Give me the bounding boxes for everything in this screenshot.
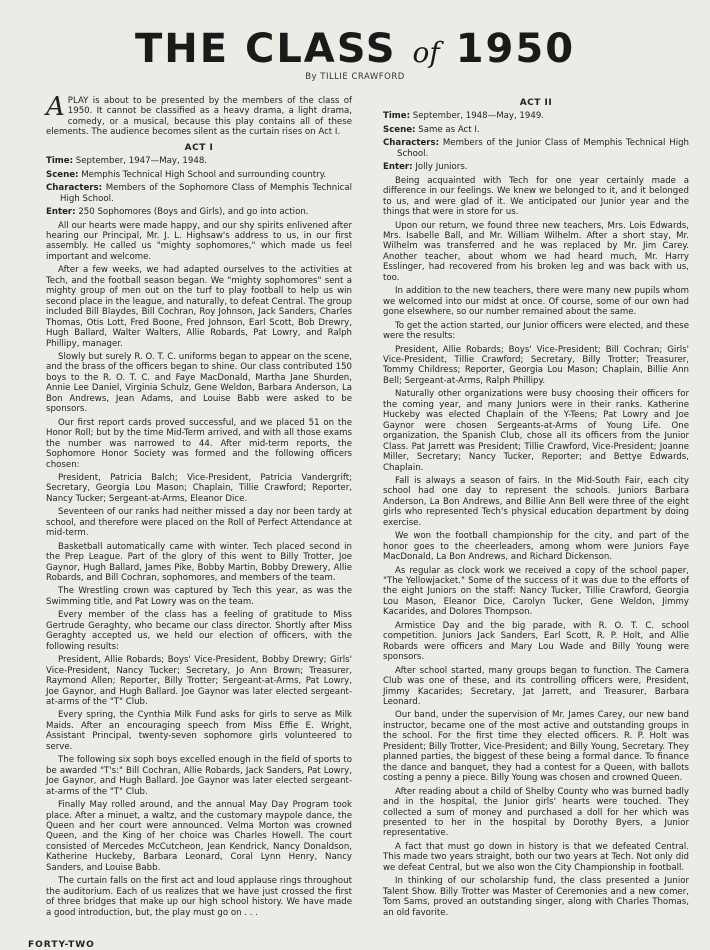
time-label: Time: [46,156,74,167]
act-1-heading: ACT I [184,142,214,153]
title-part-1: THE CLASS [134,26,397,72]
act-2-paragraph: Naturally other organizations were busy choosing their officers for the coming year, and many Juniors were in their ranks. Katherine Huckeby was elected Chaplain of the Y-Teens; Pat Lowry and Joe Gaynor were chosen Sergeants-at-Arms of Young Life. One organization, the Spanish Club, chose all its officers from the Junior Class. Pat Jarrett was President; Tillie Crawford, Vice-President; Joanne Miller, Secretary; Nancy Tucker, Reporter; and Bettye Edwards, Chaplain. [383,389,689,473]
drop-cap: A [46,92,65,122]
intro-paragraph [46,92,352,138]
act-2-scene [383,125,689,135]
act-2-paragraph: Our band, under the supervision of Mr. James Carey, our new band instructor, became one of the most active and outstanding groups in the school. For the first time they elected officers. R. P. Holt was President; Billy Trotter, Vice-President; and Billy Young, Secretary. They planned parties, the biggest of these being a formal dance. To finance the dance and banquet, they had a contest for a Queen, with ballots costing a penny a piece. Billy Young was chosen and crowned Queen. [383,710,689,784]
enter-value: 250 Sophomores (Boys and Girls), and go into action. [78,207,309,218]
act-2-body [383,176,689,918]
act-2-paragraph: We won the football championship for the city, and part of the honor goes to the cheerleaders, among whom were Juniors Faye MacDonald, La Bon Andrews, and Richard Dickenson. [383,531,689,563]
act-2-time [383,111,689,121]
act-2-paragraph: In thinking of our scholarship fund, the class presented a Junior Talent Show. Billy Trotter was Master of Ceremonies and a new comer, Tom Sams, proved an outstanding singer, along with Charles Thomas, an old favorite. [383,876,689,918]
scene-value: Memphis Technical High School and surrounding country. [81,169,327,180]
act-2-enter [383,162,689,172]
intro-text: PLAY is about to be presented by the members of the class of 1950. It cannot be classified as a heavy drama, a light drama, comedy, or a musical, because this play contains all of these elements. The audience becomes silent as the curtain rises on Act I. [46,96,352,138]
act-1-paragraph: Our first report cards proved successful, and we placed 51 on the Honor Roll; but by the time Mid-Term arrived, and with all those exams the number was narrowed to 44. After mid-term reports, the Sophomore Honor Society was formed and the following officers chosen: [46,417,352,470]
act-2-paragraph: In addition to the new teachers, there were many new pupils whom we welcomed into our midst at once. Of course, some of our own had gone elsewhere, so our number remained about the same. [383,286,689,318]
enter-value: Jolly Juniors. [415,162,468,173]
time-label: Time: [383,111,411,122]
act-1-characters [46,183,352,204]
scene-value: Same as Act I. [418,124,480,135]
right-column [383,96,689,921]
act-2-paragraph: Armistice Day and the big parade, with R. O. T. C. school competition. Juniors Jack Sanders, Earl Scott, R. P. Holt, and Allie Robards were officers and Mary Lou Wade and Billy Young were sponsors. [383,620,689,663]
act-1-paragraph: Finally May rolled around, and the annual May Day Program took place. After a minuet, a waltz, and the customary maypole dance, the Queen and her court were announced. Velma Morton was crowned Queen, and the King of her choice was Charles Howell. The court consisted of Mercedes McCutcheon, Jean Kendrick, Nancy Donaldson, Katherine Huckeby, Barbara Leonard, Coral Lynn Henry, Nancy Sanders, and Louise Babb. [46,800,352,873]
scene-label: Scene: [46,169,79,180]
act-1-paragraph: President, Allie Robards; Boys' Vice-President, Bobby Drewry; Girls' Vice-President, Nancy Tucker; Secretary, Jo Ann Brown; Treasurer, Raymond Allen; Reporter, Billy Trotter; Sergeant-at-Arms, Pat Lowry, Joe Gaynor, and Hugh Ballard. Joe Gaynor was later elected sergeant-at-arms of the "T" Club. [46,655,352,708]
left-column [46,92,352,921]
page-number: FORTY-TWO [28,940,95,950]
act-2-paragraph: Being acquainted with Tech for one year certainly made a difference in our feelings. We knew we belonged to it, and it belonged to us, and were glad of it. We anticipated our Junior year and the things that were in store for us. [383,175,689,218]
act-2-paragraph: A fact that must go down in history is that we defeated Central. This made two years straight, both our two years at Tech. Not only did we defeat Central, but we also won the City Championship in football. [383,841,689,873]
characters-value: Members of the Junior Class of Memphis Technical High School. [397,138,689,159]
characters-value: Members of the Sophomore Class of Memphis Technical High School. [60,183,352,204]
act-1-body [46,221,352,919]
scene-label: Scene: [383,124,416,135]
act-2-paragraph: After reading about a child of Shelby County who was burned badly and in the hospital, the Junior girls' hearts were touched. They collected a sum of money and purchased a doll for her which was presented to her in the hospital by Dorothy Byers, a Junior representative. [383,786,689,839]
act-2-paragraph: Fall is always a season of fairs. In the Mid-South Fair, each city school had one day to represent the schools. Juniors Barbara Anderson, La Bon Andrews, and Billie Ann Bell were three of the eight girls who represented Tech's physical education department by doing exercise. [383,475,689,528]
act-1-paragraph: The following six soph boys excelled enough in the field of sports to be awarded "T's:" Bill Cochran, Allie Robards, Jack Sanders, Pat Lowry, Joe Gaynor, and Hugh Ballard. Joe Gaynor was later elected sergeant-at-arms of the "T" Club. [46,755,352,797]
title-of: of [412,36,440,69]
act-1-paragraph: The Wrestling crown was captured by Tech this year, as was the Swimming title, and Pat Lowry was on the team. [46,586,352,607]
act-2-paragraph: Upon our return, we found three new teachers, Mrs. Lois Edwards, Mrs. Isabelle Ball, and Mr. William Wilhelm. After a short stay, Mr. Wilhelm was transferred and he was replaced by Mr. Jim Carey. Another teacher, about whom we had heard much, Mr. Harry Esslinger, had recovered from his broken leg and was back with us, too. [383,220,689,283]
byline: By TILLIE CRAWFORD [305,72,405,82]
act-1-paragraph: After a few weeks, we had adapted ourselves to the activities at Tech, and the football season began. We "mighty sophomores" sent a mighty group of men out on the turf to play football to help us win second place in the league, and naturally, to defeat Central. The group included Bill Blaydes, Bill Cochran, Roy Johnson, Jack Sanders, Charles Thomas, Otis Lott, Fred Boone, Fred Johnson, Earl Scott, Bob Drewry, Hugh Ballard, Walter Walters, Allie Robards, Pat Lowry, and Ralph Phillipy, manager. [46,265,352,349]
act-1-paragraph: Basketball automatically came with winter. Tech placed second in the Prep League. Part of the glory of this went to Billy Trotter, Joe Gaynor, Hugh Ballard, James Pike, Bobby Martin, Bobby Drewery, Allie Robards, and Bill Cochran, sophomores, and members of the team. [46,541,352,584]
act-1-enter [46,207,352,217]
act-1-time [46,156,352,166]
characters-label: Characters: [46,183,103,194]
act-1-paragraph: The curtain falls on the first act and loud applause rings throughout the auditorium. Each of us realizes that we have just crossed the first of three bridges that make up our high school history. We have made a good introduction, but, the play must go on . . . [46,876,352,918]
act-1-scene [46,170,352,180]
act-1-paragraph: Every spring, the Cynthia Milk Fund asks for girls to serve as Milk Maids. After an encouraging speech from Miss Effie E. Wright, Assistant Principal, twenty-seven sophomore girls volunteered to serve. [46,710,352,752]
act-1-paragraph: All our hearts were made happy, and our shy spirits enlivened after hearing our Principal, Mr. J. L. Highsaw's address to us, in our first assembly. He called us "mighty sophomores," which made us feel important and welcome. [46,220,352,262]
page-title [0,26,710,76]
time-value: September, 1948—May, 1949. [412,111,545,122]
act-2-paragraph: President, Allie Robards; Boys' Vice-President; Bill Cochran; Girls' Vice-President, Tillie Crawford; Secretary, Billy Trotter; Treasurer, Tommy Childress; Reporter, Georgia Lou Mason; Chaplain, Billie Ann Bell; Sergeant-at-Arms, Ralph Phillipy. [383,344,689,386]
act-2-heading: ACT II [519,98,553,108]
act-2-paragraph: As regular as clock work we received a copy of the school paper, "The Yellowjacket." Some of the success of it was due to the efforts of the eight Juniors on the staff: Nancy Tucker, Tillie Crawford, Georgia Lou Mason, Eleanor Dice, Carolyn Tucker, Gene Weldon, Jimmy Kacarides, and Dolores Thompson. [383,565,689,618]
act-1-paragraph: Seventeen of our ranks had neither missed a day nor been tardy at school, and therefore were placed on the Roll of Perfect Attendance at mid-term. [46,507,352,539]
act-2-paragraph: After school started, many groups began to function. The Camera Club was one of these, and its controlling officers were, President, Jimmy Kacarides; Secretary, Jat Jarrett, and Treasurer, Barbara Leonard. [383,665,689,708]
act-1-paragraph: President, Patricia Balch; Vice-President, Patricia Vandergrift; Secretary, Georgia Lou Mason; Chaplain, Tillie Crawford; Reporter, Nancy Tucker; Sergeant-at-Arms, Eleanor Dice. [46,472,352,504]
act-1-paragraph: Every member of the class has a feeling of gratitude to Miss Gertrude Geraghty, who became our class director. Shortly after Miss Geraghty accepted us, we held our election of officers, with the following results: [46,610,352,652]
title-part-2: 1950 [455,26,576,72]
enter-label: Enter: [46,207,76,218]
act-1-paragraph: Slowly but surely R. O. T. C. uniforms began to appear on the scene, and the brass of the officers began to shine. Our class contributed 150 boys to the R. O. T. C. and Faye MacDonald, Martha Jane Shurden, Annie Lee Daniel, Virginia Schulz, Gene Weldon, Barbara Anderson, La Bon Andrews, Jean Adams, and Louise Babb were asked to be sponsors. [46,351,352,415]
characters-label: Characters: [383,138,440,149]
time-value: September, 1947—May, 1948. [75,156,208,167]
act-2-characters [383,138,689,159]
act-2-paragraph: To get the action started, our Junior officers were elected, and these were the results: [383,320,689,342]
enter-label: Enter: [383,162,413,173]
